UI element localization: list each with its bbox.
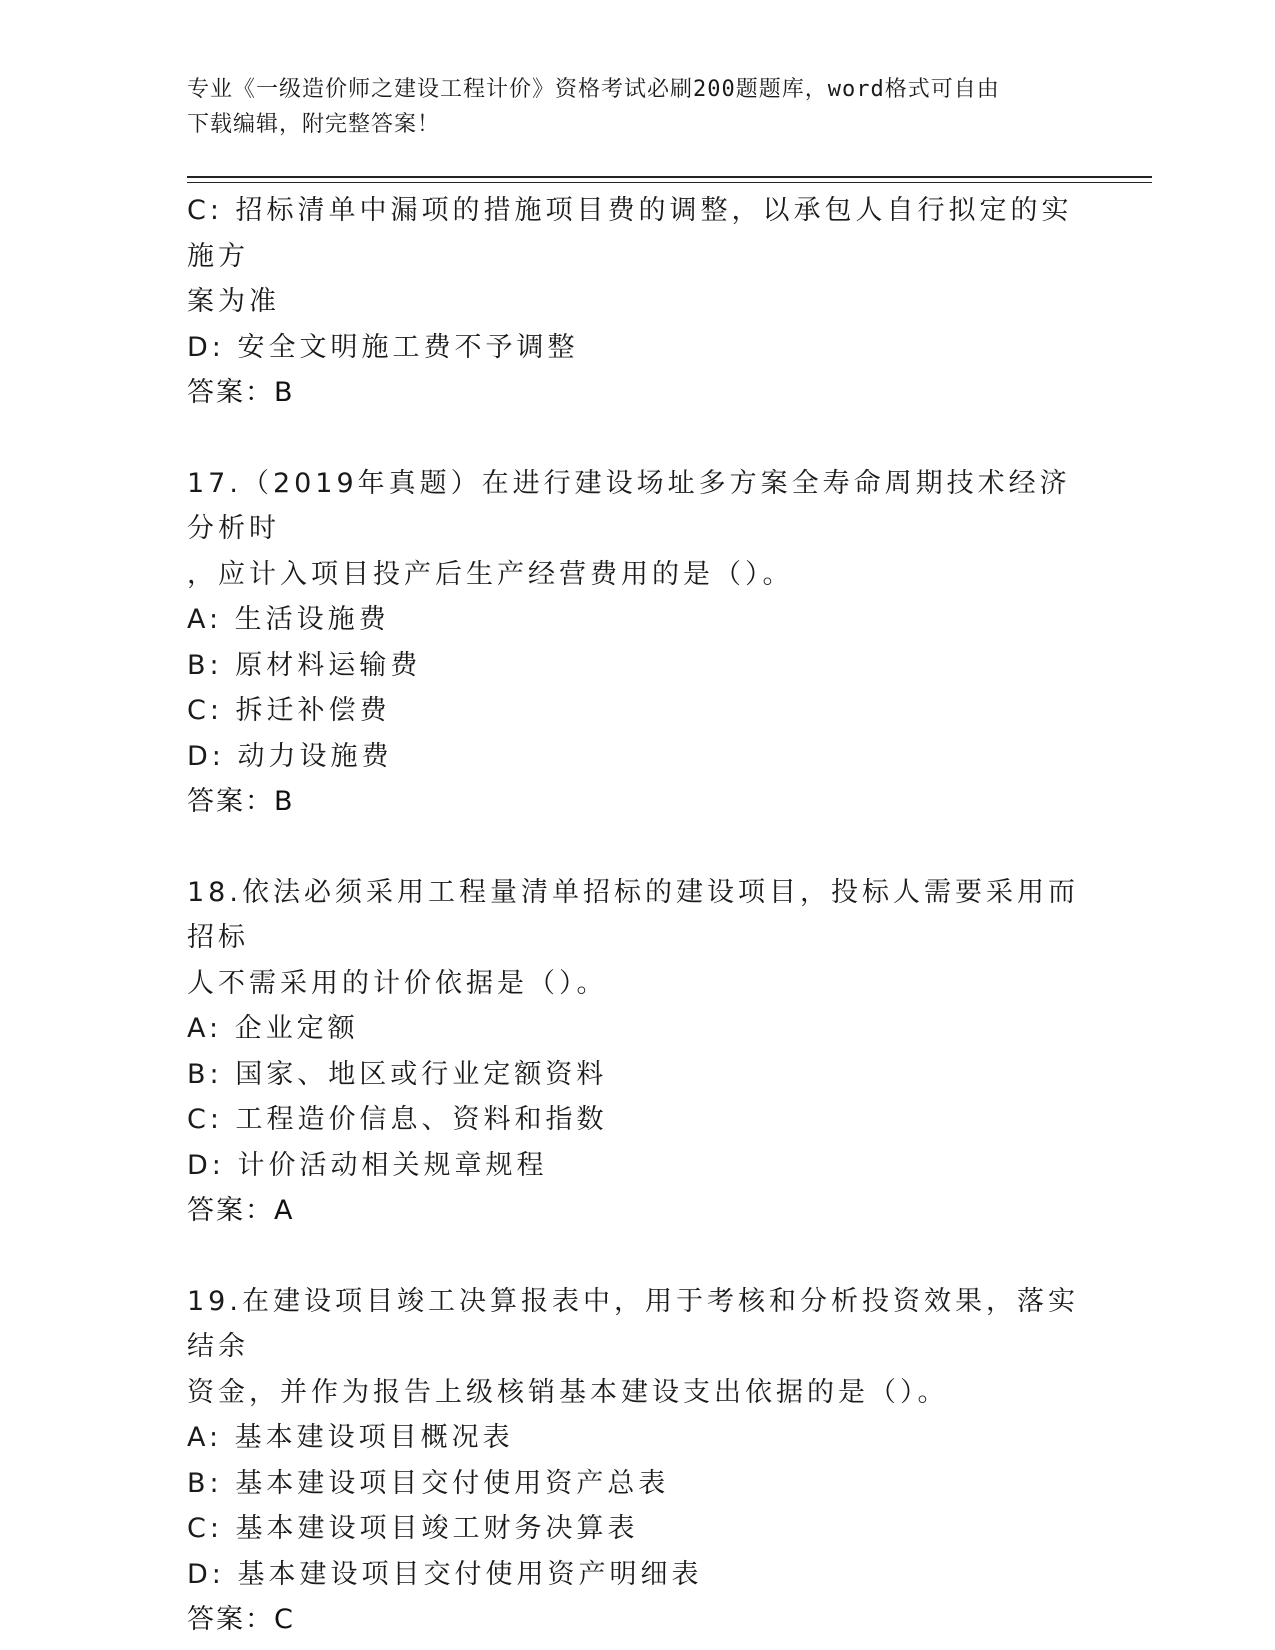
answer-line: 答案：B	[187, 377, 295, 408]
option-c-continuation: 案为准	[187, 286, 280, 317]
option-a: A: 企业定额	[187, 1013, 359, 1044]
spacer	[187, 825, 1087, 870]
option-b: B: 原材料运输费	[187, 649, 422, 681]
question-content	[187, 188, 1087, 1643]
question-stem-continuation: ，应计入项目投产后生产经营费用的是（）。	[187, 558, 794, 590]
option-c: C: 工程造价信息、资料和指数	[187, 1104, 608, 1135]
option-b: B: 国家、地区或行业定额资料	[187, 1058, 608, 1090]
question-18	[187, 870, 1087, 1234]
header-line-1: 专业《一级造价师之建设工程计价》资格考试必刷200题题库，word格式可自由	[187, 77, 1000, 102]
option-c: C: 招标清单中漏项的措施项目费的调整，以承包人自行拟定的实施方	[187, 195, 1073, 272]
question-stem-continuation: 人不需采用的计价依据是（）。	[187, 967, 608, 999]
answer-line: 答案：A	[187, 1195, 295, 1226]
header-rule-thick	[187, 176, 1152, 178]
document-header	[187, 72, 1067, 142]
option-d: D: 安全文明施工费不予调整	[187, 331, 579, 363]
option-c: C: 拆迁补偿费	[187, 695, 391, 726]
option-d: D: 基本建设项目交付使用资产明细表	[187, 1558, 703, 1590]
continued-question	[187, 188, 1087, 416]
answer-line: 答案：C	[187, 1604, 295, 1635]
spacer	[187, 416, 1087, 461]
header-rule-thin	[187, 182, 1152, 183]
option-b: B: 基本建设项目交付使用资产总表	[187, 1467, 670, 1499]
question-stem: 19.在建设项目竣工决算报表中，用于考核和分析投资效果，落实结余	[187, 1285, 1079, 1362]
question-19	[187, 1279, 1087, 1643]
option-d: D: 动力设施费	[187, 740, 393, 772]
spacer	[187, 1234, 1087, 1279]
question-stem-continuation: 资金，并作为报告上级核销基本建设支出依据的是（）。	[187, 1376, 949, 1408]
header-line-2: 下载编辑，附完整答案！	[187, 112, 441, 137]
question-stem: 17.（2019年真题）在进行建设场址多方案全寿命周期技术经济分析时	[187, 467, 1071, 544]
question-stem: 18.依法必须采用工程量清单招标的建设项目，投标人需要采用而招标	[187, 876, 1079, 953]
answer-line: 答案：B	[187, 786, 295, 817]
option-d: D: 计价活动相关规章规程	[187, 1149, 548, 1181]
option-c: C: 基本建设项目竣工财务决算表	[187, 1513, 639, 1544]
option-a: A: 生活设施费	[187, 604, 390, 635]
option-a: A: 基本建设项目概况表	[187, 1422, 514, 1453]
question-17	[187, 461, 1087, 825]
